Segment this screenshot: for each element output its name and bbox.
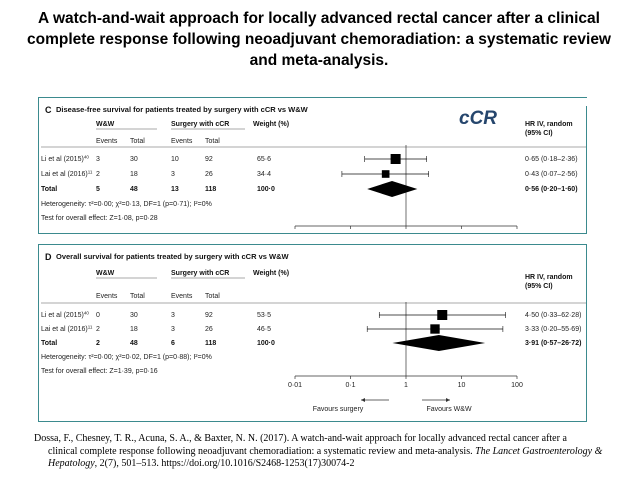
events-header: Events: [171, 138, 193, 145]
svg-text:Lai et al (2016)11: [41, 325, 93, 334]
hr-ci-value: 0·56 (0·20–1·60): [525, 186, 578, 193]
total-value: 26: [205, 171, 213, 178]
total-header: Total: [130, 293, 145, 300]
weight-value: 100·0: [257, 340, 275, 347]
pooled-diamond: [392, 335, 485, 351]
study-point: [382, 170, 390, 178]
events-value: 6: [171, 340, 175, 347]
ccr-annotation: cCR: [459, 108, 498, 129]
pooled-diamond: [367, 181, 417, 197]
group2-header: Surgery with cCR: [171, 270, 230, 277]
hr-header-line1: HR IV, random: [525, 274, 573, 281]
total-value: 18: [130, 326, 138, 333]
favours-surgery-label: Favours surgery: [312, 406, 364, 413]
events-header: Events: [171, 293, 193, 300]
events-value: 0: [96, 312, 100, 319]
total-value: 48: [130, 186, 138, 193]
favours-ww-label: Favours W&W: [426, 406, 472, 413]
forest-plot-d: [39, 245, 588, 423]
study-name: Lai et al (2016): [41, 171, 88, 178]
svg-text:Lai et al (2016)11: [41, 170, 93, 179]
events-value: 5: [96, 186, 100, 193]
citation-journal: The Lancet Gastroenterology & Hepatology: [48, 445, 603, 469]
svg-text:Li et al (2015)40: [41, 311, 89, 320]
heterogeneity-text: Heterogeneity: τ²=0·00; χ²=0·13, DF=1 (p=0·71); I²=0%: [41, 201, 212, 208]
svg-text:Li et al (2015)40: [41, 155, 89, 164]
study-point: [391, 154, 401, 164]
events-header: Events: [96, 293, 118, 300]
arrow-head: [446, 398, 450, 402]
events-value: 3: [171, 326, 175, 333]
total-value: 30: [130, 156, 138, 163]
study-name: Li et al (2015): [41, 156, 84, 163]
hr-header-line2: (95% CI): [525, 130, 553, 137]
arrow-head: [361, 398, 365, 402]
study-ref: 40: [83, 154, 89, 160]
group1-header: W&W: [96, 270, 115, 277]
citation-volume: , 2(7), 501–513. https://doi.org/10.1016/S2468-1253(17)30074-2: [94, 458, 355, 469]
citation-title: clinical complete response following neoadjuvant chemoradiation: a systematic review and meta-analysis.: [48, 445, 473, 457]
total-value: 92: [205, 312, 213, 319]
total-value: 92: [205, 156, 213, 163]
study-name: Lai et al (2016): [41, 326, 88, 333]
weight-value: 53·5: [257, 312, 272, 319]
total-header: Total: [205, 138, 220, 145]
table-row: [41, 170, 578, 179]
citation: [34, 433, 614, 471]
study-ref: 11: [87, 324, 93, 330]
hr-header-line2: (95% CI): [525, 283, 553, 290]
events-value: 2: [96, 171, 100, 178]
hr-ci-value: 0·65 (0·18–2·36): [525, 156, 578, 163]
panel-letter: D: [45, 252, 52, 262]
total-header: Total: [130, 138, 145, 145]
total-value: 48: [130, 340, 138, 347]
x-tick-label: 10: [457, 382, 466, 389]
study-name: Li et al (2015): [41, 312, 84, 319]
events-value: 3: [96, 156, 100, 163]
plot-area-d: [288, 302, 523, 402]
total-value: 118: [205, 340, 217, 347]
total-label: Total: [41, 340, 58, 347]
weight-value: 34·4: [257, 171, 272, 178]
forest-panel-overall-survival: [38, 244, 587, 422]
total-header: Total: [205, 293, 220, 300]
total-value: 18: [130, 171, 138, 178]
hr-header-line1: HR IV, random: [525, 121, 573, 128]
panel-letter: C: [45, 105, 52, 115]
study-ref: 40: [83, 310, 89, 316]
study-point: [430, 324, 439, 333]
overall-effect-text: Test for overall effect: Z=1·39, p=0·16: [41, 368, 158, 375]
hr-ci-value: 0·43 (0·07–2·56): [525, 171, 578, 178]
forest-panel-disease-free-survival: [38, 97, 587, 234]
events-value: 2: [96, 326, 100, 333]
x-tick-label: 1: [404, 382, 408, 389]
heterogeneity-text: Heterogeneity: τ²=0·00; χ²=0·02, DF=1 (p=0·88); I²=0%: [41, 354, 212, 361]
total-value: 26: [205, 326, 213, 333]
events-value: 3: [171, 312, 175, 319]
events-value: 3: [171, 171, 175, 178]
events-value: 10: [171, 156, 179, 163]
slide-title: A watch-and-wait approach for locally advanced rectal cancer after a clinical complete response following neoadjuvant chemoradiation: a systematic review and meta-analysis.: [27, 10, 611, 69]
panel-title: Overall survival for patients treated by surgery with cCR vs W&W: [56, 252, 289, 261]
plot-area-c: [295, 145, 517, 229]
hr-ci-value: 3·33 (0·20–55·69): [525, 326, 582, 333]
x-tick-label: 0·01: [287, 382, 303, 389]
events-value: 13: [171, 186, 179, 193]
overall-effect-text: Test for overall effect: Z=1·08, p=0·28: [41, 215, 158, 222]
x-tick-label: 0·1: [345, 382, 356, 389]
hr-ci-value: 4·50 (0·33–62·28): [525, 312, 582, 319]
forest-plot-c: [39, 98, 588, 235]
citation-authors: Dossa, F., Chesney, T. R., Acuna, S. A., & Baxter, N. N. (2017). A watch-and-wait approach for locally advanced rectal cancer after a: [34, 433, 567, 444]
total-value: 118: [205, 186, 217, 193]
study-point: [437, 310, 447, 320]
panel-title: Disease-free survival for patients treated by surgery with cCR vs W&W: [56, 105, 308, 114]
weight-header: Weight (%): [253, 121, 290, 128]
events-header: Events: [96, 138, 118, 145]
weight-value: 65·6: [257, 156, 272, 163]
total-value: 30: [130, 312, 138, 319]
events-value: 2: [96, 340, 100, 347]
study-ref: 11: [87, 169, 93, 175]
x-tick-label: 100: [511, 382, 523, 389]
hr-ci-value: 3·91 (0·57–26·72): [525, 340, 582, 347]
group1-header: W&W: [96, 121, 115, 128]
total-label: Total: [41, 186, 58, 193]
table-row: [41, 155, 578, 164]
weight-value: 46·5: [257, 326, 272, 333]
total-row: [41, 186, 578, 193]
weight-header: Weight (%): [253, 270, 290, 277]
total-row: [41, 340, 581, 347]
weight-value: 100·0: [257, 186, 275, 193]
group2-header: Surgery with cCR: [171, 121, 230, 128]
